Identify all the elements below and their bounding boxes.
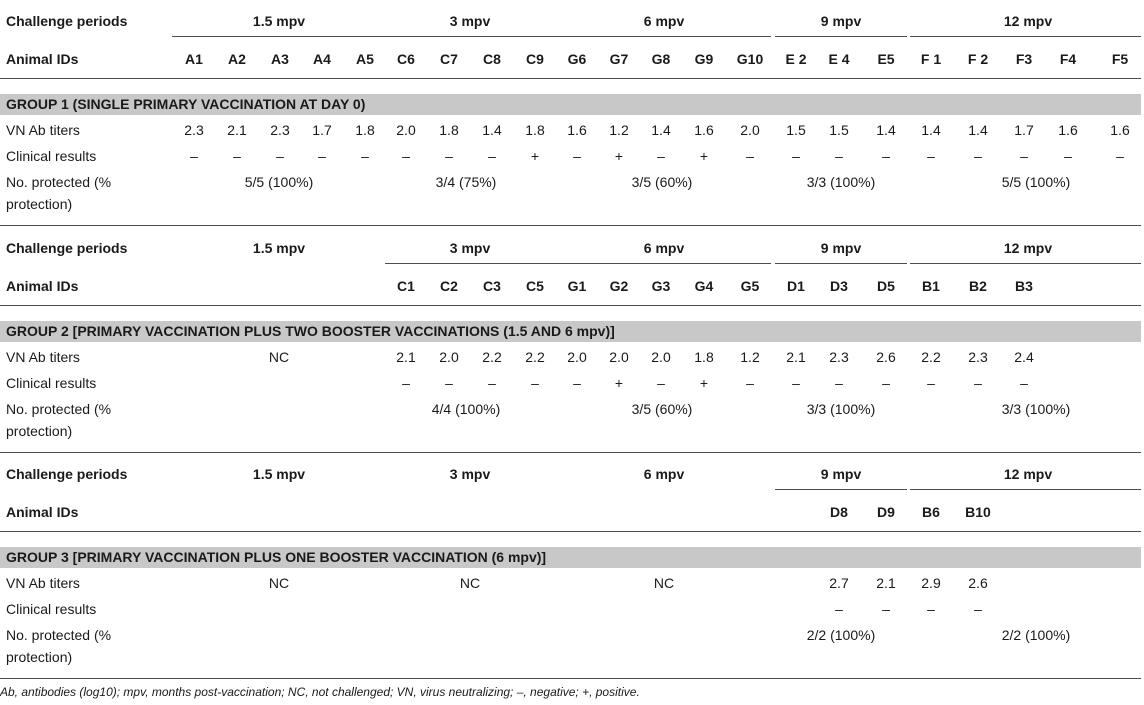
group3-title: GROUP 3 [PRIMARY VACCINATION PLUS ONE BOOSTER VACCINATION (6 mpv)]: [6, 549, 547, 565]
group2-animal-id: C2: [440, 278, 458, 294]
group3-block-bottom-rule: [0, 678, 1141, 679]
group3-title-band: [0, 547, 1141, 568]
group1-vn-titer: 1.7: [1014, 122, 1034, 138]
group3-not-challenged: NC: [459, 575, 481, 591]
group1-protected-value: 5/5 (100%): [244, 174, 314, 190]
group1-period-header: 12 mpv: [1003, 13, 1053, 29]
group1-vn-titer: 1.4: [482, 122, 502, 138]
group1-vn-titer: 1.6: [694, 122, 714, 138]
group1-period-header: 1.5 mpv: [252, 13, 306, 29]
group1-protected-value: 5/5 (100%): [1001, 174, 1071, 190]
group2-title-band: [0, 321, 1141, 342]
group2-vn-titer: 2.6: [876, 349, 896, 365]
group1-animal-id: C8: [483, 51, 501, 67]
group2-period-span-rule: [556, 263, 771, 264]
group2-protected-value: 3/3 (100%): [1001, 401, 1071, 417]
group1-animal-id: E 2: [785, 51, 807, 67]
group3-animal-id: D8: [830, 504, 848, 520]
group3-period-header: 3 mpv: [449, 466, 491, 482]
group2-clinical-result: –: [1020, 375, 1028, 391]
group1-clinical-result: –: [318, 148, 326, 164]
group2-vn-titer: 2.2: [482, 349, 502, 365]
group2-animal-id: B1: [922, 278, 940, 294]
group1-animal-id: G10: [736, 51, 764, 67]
group3-clinical-result: –: [927, 601, 935, 617]
group2-clinical-result: –: [974, 375, 982, 391]
group1-protected-value: 3/4 (75%): [435, 174, 497, 190]
group1-clinical-result: –: [233, 148, 241, 164]
group3-period-span-rule: [910, 489, 1141, 490]
group2-clinical-result: –: [882, 375, 890, 391]
group1-period-span-rule: [556, 36, 771, 37]
group2-title: GROUP 2 [PRIMARY VACCINATION PLUS TWO BOOSTER VACCINATIONS (1.5 AND 6 mpv)]: [6, 323, 615, 339]
group2-protected-value: 4/4 (100%): [431, 401, 501, 417]
group2-not-challenged: NC: [268, 349, 290, 365]
group2-clinical-result: –: [531, 375, 539, 391]
group2-vn-titer: 2.2: [921, 349, 941, 365]
group3-animal-id: B6: [922, 504, 940, 520]
group2-clinical-result: –: [835, 375, 843, 391]
group2-protected-value: 3/3 (100%): [806, 401, 876, 417]
group1-clinical-result: –: [276, 148, 284, 164]
group3-period-span-rule: [775, 489, 907, 490]
group1-clinical-result: –: [1116, 148, 1124, 164]
group1-animal-id: F 1: [920, 51, 942, 67]
group2-period-header: 3 mpv: [449, 240, 491, 256]
group2-period-header: 1.5 mpv: [252, 240, 306, 256]
group1-vn-label: VN Ab titers: [6, 122, 80, 138]
group1-clinical-result: –: [927, 148, 935, 164]
group3-clinical-result: –: [835, 601, 843, 617]
group2-period-header: 6 mpv: [643, 240, 685, 256]
group2-animal-id: C5: [526, 278, 544, 294]
group1-period-span-rule: [910, 36, 1141, 37]
group1-animal-id: F3: [1015, 51, 1033, 67]
group3-period-header: 12 mpv: [1003, 466, 1053, 482]
group2-animal-id: G1: [567, 278, 587, 294]
group3-animal-id: B10: [965, 504, 991, 520]
group2-animal-id: D1: [787, 278, 805, 294]
group1-vn-titer: 1.5: [786, 122, 806, 138]
group2-vn-titer: 1.8: [694, 349, 714, 365]
group1-clinical-result: –: [746, 148, 754, 164]
group1-clinical-result: –: [792, 148, 800, 164]
group1-vn-titer: 1.6: [1058, 122, 1078, 138]
group1-animal-id: C9: [526, 51, 544, 67]
group1-animal-id: A5: [356, 51, 374, 67]
group3-vn-label: VN Ab titers: [6, 575, 80, 591]
group1-period-span-rule: [775, 36, 907, 37]
group2-animal-id: D3: [830, 278, 848, 294]
group1-animal-id: A1: [185, 51, 203, 67]
group3-clinical-label: Clinical results: [6, 601, 97, 617]
group1-vn-titer: 1.8: [355, 122, 375, 138]
group1-protected-value: 3/3 (100%): [806, 174, 876, 190]
group3-vn-titer: 2.1: [876, 575, 896, 591]
group2-challenge-periods-label: Challenge periods: [6, 240, 128, 256]
group2-clinical-result: –: [792, 375, 800, 391]
group1-vn-titer: 2.0: [396, 122, 416, 138]
group1-vn-titer: 2.0: [740, 122, 760, 138]
group1-clinical-result: –: [882, 148, 890, 164]
group1-clinical-result: –: [1064, 148, 1072, 164]
group1-animal-id: A2: [228, 51, 246, 67]
group2-block-bottom-rule: [0, 452, 1141, 453]
group2-protected-value: 3/5 (60%): [631, 401, 693, 417]
group1-vn-titer: 1.6: [1110, 122, 1130, 138]
group1-challenge-periods-label: Challenge periods: [6, 13, 128, 29]
group1-vn-titer: 1.8: [525, 122, 545, 138]
group2-animal-id: C3: [483, 278, 501, 294]
group1-animal-id: F5: [1111, 51, 1129, 67]
group1-vn-titer: 1.4: [651, 122, 671, 138]
group3-clinical-result: –: [974, 601, 982, 617]
group1-animal-id: A4: [313, 51, 331, 67]
group2-clinical-result: –: [488, 375, 496, 391]
group1-clinical-result: –: [190, 148, 198, 164]
group1-clinical-result: –: [657, 148, 665, 164]
group1-vn-titer: 1.6: [567, 122, 587, 138]
group1-animal-id: E5: [877, 51, 895, 67]
group1-vn-titer: 1.4: [876, 122, 896, 138]
group1-clinical-result: –: [835, 148, 843, 164]
group2-vn-titer: 2.1: [396, 349, 416, 365]
group2-animal-id: G2: [609, 278, 629, 294]
group3-period-header: 6 mpv: [643, 466, 685, 482]
group3-vn-titer: 2.9: [921, 575, 941, 591]
group1-clinical-result: +: [699, 148, 709, 164]
group3-challenge-periods-label: Challenge periods: [6, 466, 128, 482]
group2-period-header: 9 mpv: [820, 240, 862, 256]
group2-protected-label: No. protected (% protection): [6, 401, 112, 439]
group3-protected-label: No. protected (% protection): [6, 627, 112, 665]
group2-clinical-result: –: [445, 375, 453, 391]
group1-title-band: [0, 94, 1141, 115]
group2-vn-titer: 2.0: [439, 349, 459, 365]
group1-clinical-result: –: [361, 148, 369, 164]
group1-title: GROUP 1 (SINGLE PRIMARY VACCINATION AT DAY 0): [6, 96, 366, 112]
group1-header-bottom-rule: [0, 78, 1141, 79]
group1-animal-id: G6: [567, 51, 587, 67]
group1-animal-id: E 4: [828, 51, 850, 67]
group2-clinical-result: +: [699, 375, 709, 391]
group1-clinical-result: –: [488, 148, 496, 164]
group2-clinical-label: Clinical results: [6, 375, 97, 391]
group3-animal-ids-label: Animal IDs: [6, 504, 79, 520]
group1-clinical-result: –: [402, 148, 410, 164]
group1-animal-id: C7: [440, 51, 458, 67]
group2-vn-titer: 1.2: [740, 349, 760, 365]
group1-vn-titer: 2.1: [227, 122, 247, 138]
group2-clinical-result: –: [657, 375, 665, 391]
group2-animal-id: B3: [1015, 278, 1033, 294]
group3-header-bottom-rule: [0, 531, 1141, 532]
group2-vn-titer: 2.3: [829, 349, 849, 365]
group1-vn-titer: 1.5: [829, 122, 849, 138]
group1-period-header: 3 mpv: [449, 13, 491, 29]
group2-animal-ids-label: Animal IDs: [6, 278, 79, 294]
group1-period-span-rule: [385, 36, 556, 37]
group1-vn-titer: 2.3: [270, 122, 290, 138]
group2-animal-id: C1: [397, 278, 415, 294]
group1-clinical-result: +: [614, 148, 624, 164]
group1-vn-titer: 1.7: [312, 122, 332, 138]
group2-animal-id: B2: [969, 278, 987, 294]
group2-period-span-rule: [775, 263, 907, 264]
group2-vn-titer: 2.0: [609, 349, 629, 365]
group3-vn-titer: 2.7: [829, 575, 849, 591]
group2-period-header: 12 mpv: [1003, 240, 1053, 256]
group1-vn-titer: 1.8: [439, 122, 459, 138]
group1-clinical-label: Clinical results: [6, 148, 97, 164]
group2-animal-id: D5: [877, 278, 895, 294]
group2-animal-id: G5: [740, 278, 760, 294]
group2-vn-titer: 2.0: [567, 349, 587, 365]
group1-clinical-result: –: [974, 148, 982, 164]
group1-protected-value: 3/5 (60%): [631, 174, 693, 190]
group1-period-header: 6 mpv: [643, 13, 685, 29]
group2-vn-titer: 2.3: [968, 349, 988, 365]
group2-vn-titer: 2.4: [1014, 349, 1034, 365]
group2-vn-titer: 2.0: [651, 349, 671, 365]
group2-clinical-result: –: [746, 375, 754, 391]
group2-period-span-rule: [385, 263, 556, 264]
group1-vn-titer: 1.4: [921, 122, 941, 138]
group1-period-span-rule: [172, 36, 386, 37]
group1-animal-id: G7: [609, 51, 629, 67]
group2-animal-id: G3: [651, 278, 671, 294]
group3-period-header: 1.5 mpv: [252, 466, 306, 482]
group1-vn-titer: 1.2: [609, 122, 629, 138]
group3-protected-value: 2/2 (100%): [1001, 627, 1071, 643]
group2-animal-id: G4: [694, 278, 714, 294]
table-footnote: Ab, antibodies (log10); mpv, months post-vaccination; NC, not challenged; VN, virus neutralizing; –, negative; +, positive.: [0, 685, 640, 699]
group1-animal-id: A3: [271, 51, 289, 67]
group1-vn-titer: 1.4: [968, 122, 988, 138]
group1-protected-label: No. protected (% protection): [6, 174, 112, 212]
group2-period-span-rule: [910, 263, 1141, 264]
group2-vn-label: VN Ab titers: [6, 349, 80, 365]
group3-period-header: 9 mpv: [820, 466, 862, 482]
group1-clinical-result: –: [573, 148, 581, 164]
group2-clinical-result: +: [614, 375, 624, 391]
group3-animal-id: D9: [877, 504, 895, 520]
group2-clinical-result: –: [927, 375, 935, 391]
group1-animal-id: G8: [651, 51, 671, 67]
group1-animal-ids-label: Animal IDs: [6, 51, 79, 67]
group3-not-challenged: NC: [268, 575, 290, 591]
group2-vn-titer: 2.2: [525, 349, 545, 365]
group3-not-challenged: NC: [653, 575, 675, 591]
group3-protected-value: 2/2 (100%): [806, 627, 876, 643]
group1-animal-id: G9: [694, 51, 714, 67]
group1-clinical-result: –: [445, 148, 453, 164]
group1-period-header: 9 mpv: [820, 13, 862, 29]
group1-animal-id: C6: [397, 51, 415, 67]
group2-header-bottom-rule: [0, 305, 1141, 306]
group1-clinical-result: –: [1020, 148, 1028, 164]
group1-animal-id: F4: [1059, 51, 1077, 67]
group2-vn-titer: 2.1: [786, 349, 806, 365]
group1-clinical-result: +: [530, 148, 540, 164]
group1-vn-titer: 2.3: [184, 122, 204, 138]
group3-clinical-result: –: [882, 601, 890, 617]
group3-vn-titer: 2.6: [968, 575, 988, 591]
group1-block-bottom-rule: [0, 225, 1141, 226]
group1-animal-id: F 2: [967, 51, 989, 67]
group2-clinical-result: –: [573, 375, 581, 391]
group2-clinical-result: –: [402, 375, 410, 391]
